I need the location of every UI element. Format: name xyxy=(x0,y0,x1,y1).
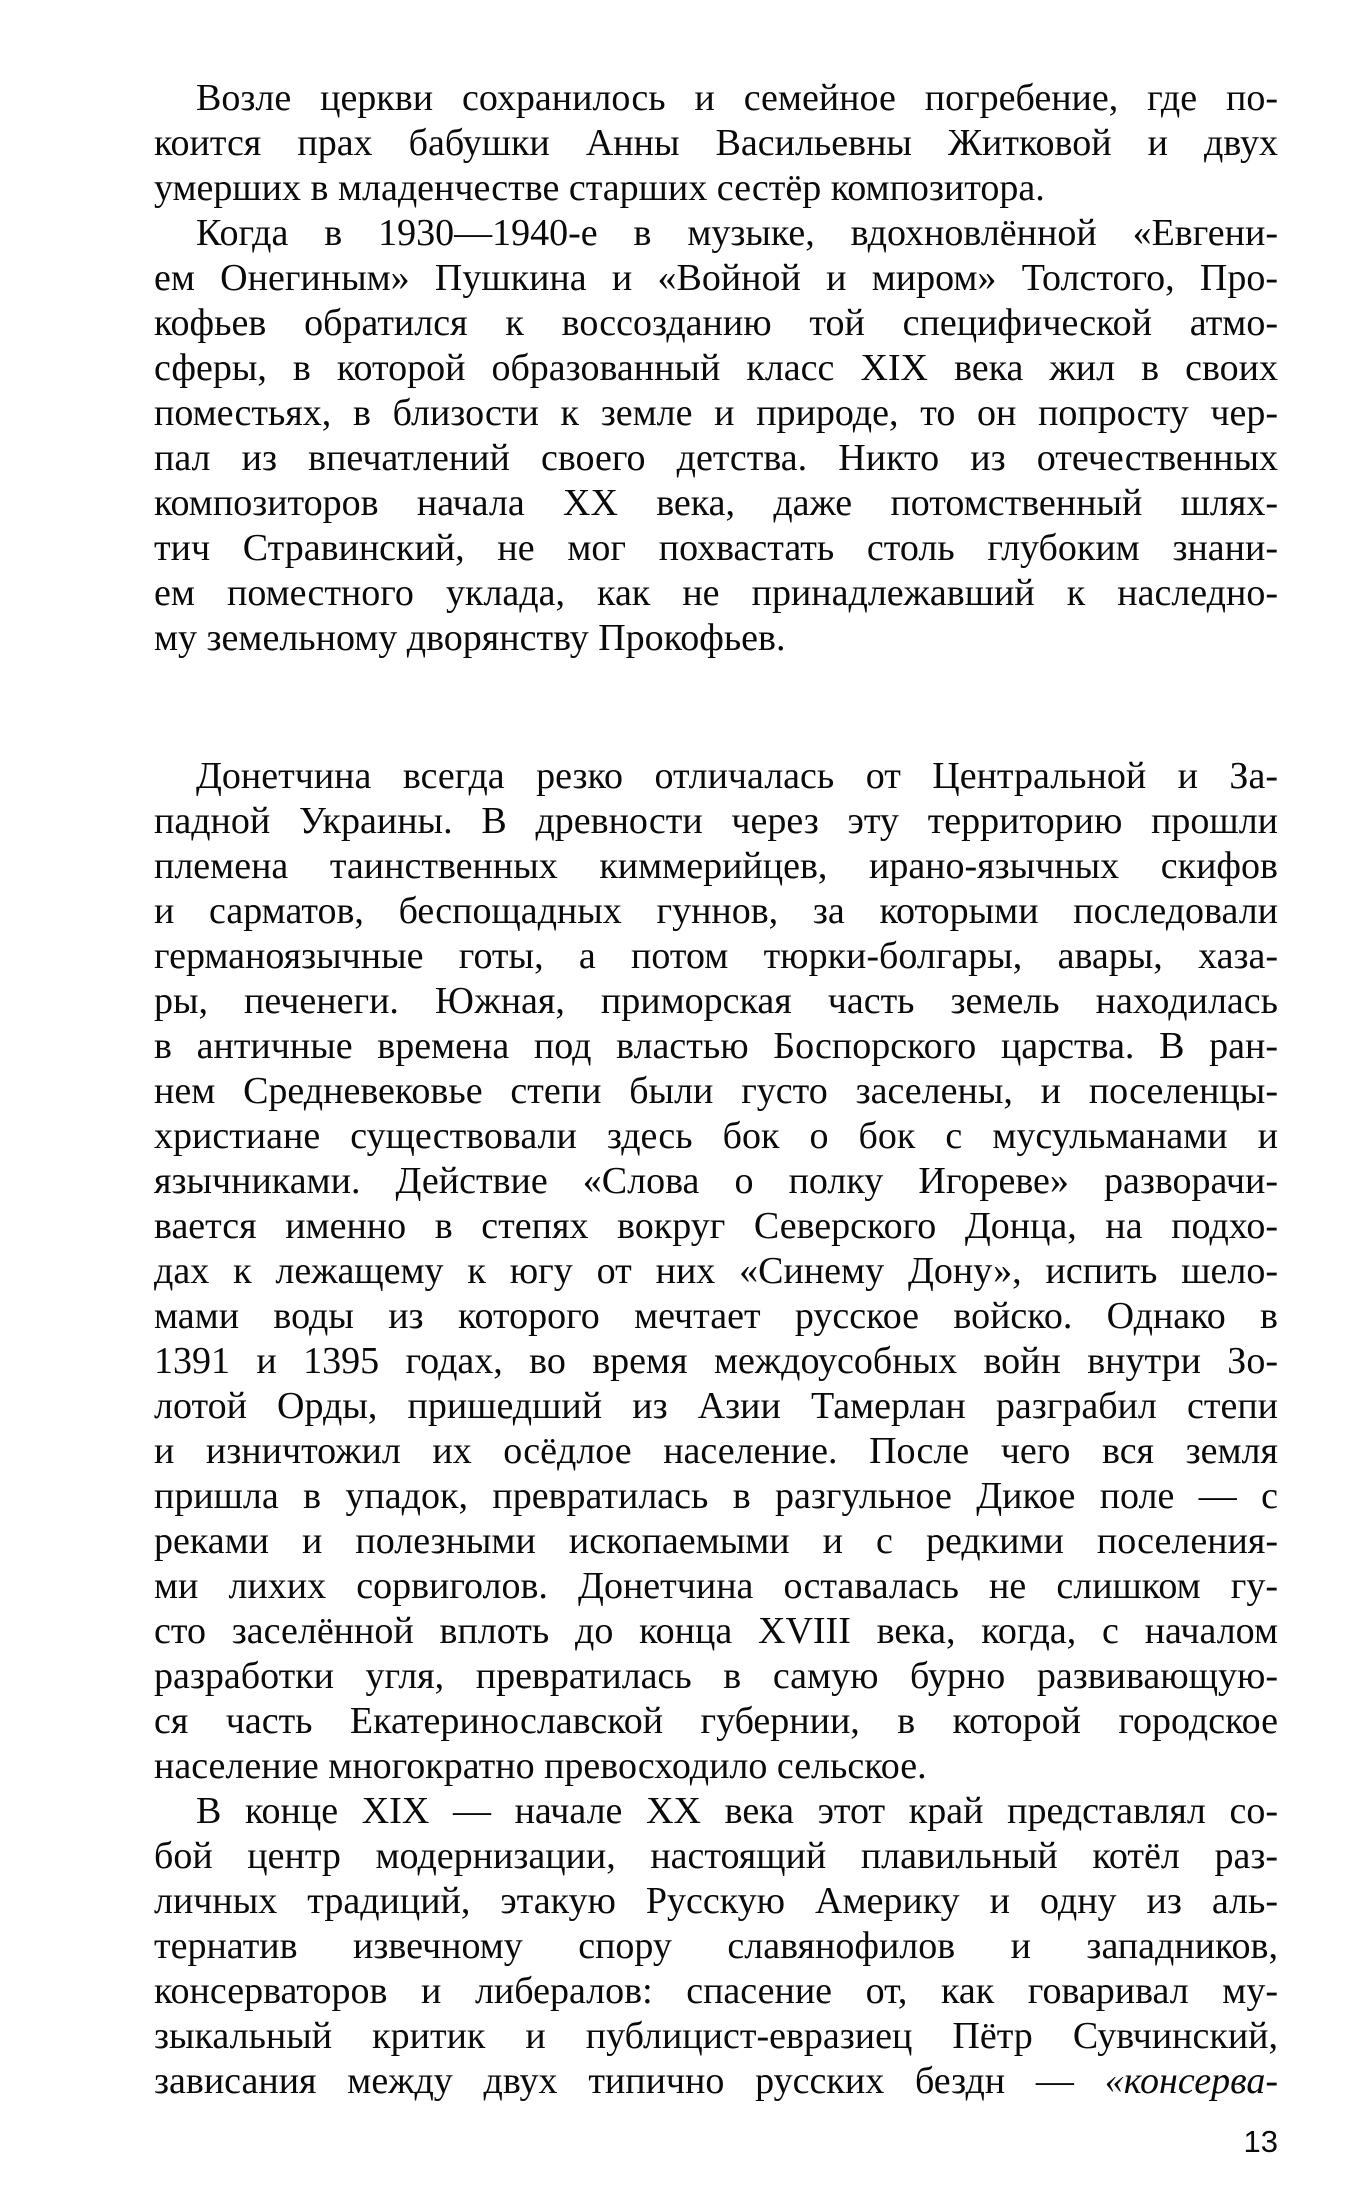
text-line: Возле церкви сохранилось и семейное погребение, где по- xyxy=(196,77,1278,119)
text-line: племена таинственных киммерийцев, ирано-язычных скифов xyxy=(154,845,1278,887)
text-line: реками и полезными ископаемыми и с редкими поселения- xyxy=(154,1520,1278,1562)
text-line: Донетчина всегда резко отличалась от Центральной и За- xyxy=(196,755,1278,797)
text-line: зыкальный критик и публицист-евразиец Пётр Сувчинский, xyxy=(154,2015,1278,2057)
text-line: германоязычные готы, а потом тюрки-болгары, авары, хаза- xyxy=(154,935,1278,977)
text-line: дах к лежащему к югу от них «Синему Дону», испить шело- xyxy=(154,1250,1278,1292)
text-line: язычниками. Действие «Слова о полку Игореве» разворачи- xyxy=(154,1160,1278,1202)
text-line: сферы, в которой образованный класс XIX века жил в своих xyxy=(154,347,1278,389)
text-line: умерших в младенчестве старших сестёр композитора. xyxy=(154,167,1045,209)
text-line-part: зависания между двух типично русских бездн — xyxy=(154,2060,1105,2102)
text-line: христиане существовали здесь бок о бок с мусульманами и xyxy=(154,1115,1278,1157)
text-line: падной Украины. В древности через эту территорию прошли xyxy=(154,800,1278,842)
text-line: нем Средневековье степи были густо заселены, и поселенцы- xyxy=(154,1070,1278,1112)
text-line: ся часть Екатеринославской губернии, в которой городское xyxy=(154,1700,1278,1742)
text-line: лотой Орды, пришедший из Азии Тамерлан разграбил степи xyxy=(154,1385,1278,1427)
text-line: 1391 и 1395 годах, во время междоусобных войн внутри Зо- xyxy=(154,1340,1278,1382)
text-line xyxy=(154,2059,1278,2103)
text-line: ры, печенеги. Южная, приморская часть земель находилась xyxy=(154,980,1278,1022)
text-line: поместьях, в близости к земле и природе, то он попросту чер- xyxy=(154,392,1278,434)
text-line: бой центр модернизации, настоящий плавильный котёл раз- xyxy=(154,1835,1278,1877)
text-line: пришла в упадок, превратилась в разгульное Дикое поле — с xyxy=(154,1475,1278,1517)
text-line: в античные времена под властью Боспорского царства. В ран- xyxy=(154,1025,1278,1067)
text-line: разработки угля, превратилась в самую бурно развивающую- xyxy=(154,1655,1278,1697)
text-line: ем Онегиным» Пушкина и «Войной и миром» Толстого, Про- xyxy=(154,257,1278,299)
text-line: личных традиций, этакую Русскую Америку и одну из аль- xyxy=(154,1880,1278,1922)
text-line: ми лихих сорвиголов. Донетчина оставалась не слишком гу- xyxy=(154,1565,1278,1607)
text-line: пал из впечатлений своего детства. Никто из отечественных xyxy=(154,437,1278,479)
text-line: мами воды из которого мечтает русское войско. Однако в xyxy=(154,1295,1278,1337)
text-line: вается именно в степях вокруг Северского Донца, на подхо- xyxy=(154,1205,1278,1247)
text-line: кофьев обратился к воссозданию той специфической атмо- xyxy=(154,302,1278,344)
text-line: и сарматов, беспощадных гуннов, за которыми последовали xyxy=(154,890,1278,932)
text-line: коится прах бабушки Анны Васильевны Житковой и двух xyxy=(154,122,1278,164)
text-line: тич Стравинский, не мог похвастать столь глубоким знани- xyxy=(154,527,1278,569)
text-line: и изничтожил их осёдлое население. После чего вся земля xyxy=(154,1430,1278,1472)
text-line: му земельному дворянству Прокофьев. xyxy=(154,617,786,659)
text-line: ем поместного уклада, как не принадлежавший к наследно- xyxy=(154,572,1278,614)
page-number: 13 xyxy=(1243,2124,1278,2159)
text-line: Когда в 1930—1940-е в музыке, вдохновлённой «Евгени- xyxy=(196,212,1278,254)
text-line: композиторов начала XX века, даже потомственный шлях- xyxy=(154,482,1278,524)
text-line: консерваторов и либералов: спасение от, как говаривал му- xyxy=(154,1970,1278,2012)
text-line: тернатив извечному спору славянофилов и западников, xyxy=(154,1925,1278,1967)
italic-word: «консерва- xyxy=(1104,2060,1278,2102)
text-line: В конце XIX — начале XX века этот край представлял со- xyxy=(196,1790,1278,1832)
text-line: население многократно превосходило сельское. xyxy=(154,1745,927,1787)
text-line: сто заселённой вплоть до конца XVIII века, когда, с началом xyxy=(154,1610,1278,1652)
